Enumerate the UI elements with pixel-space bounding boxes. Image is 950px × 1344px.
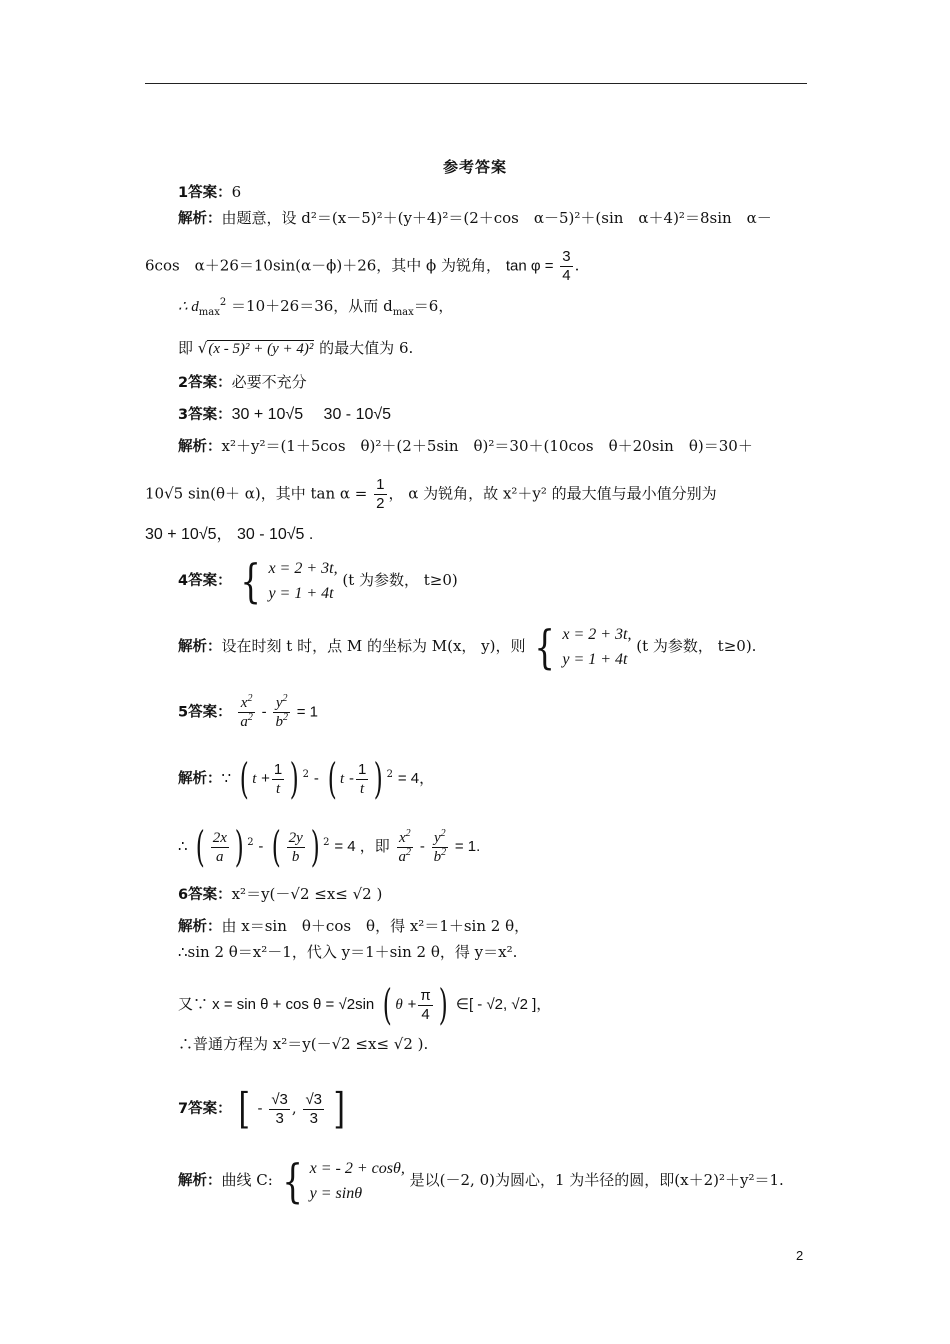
answer-3-fraction-den: 2 [376,495,385,512]
answer-1-explanation-line-3: ∴ $d_{max}^2 =10+26=36$，从而 $d_{max}=6$， [178,297,454,318]
answer-6-exp-text-3b: ∈[ - √2, √2 ]， [455,996,552,1013]
answer-1-explanation-line-1 [178,208,772,229]
answer-4-exp-eq-2: y = 1 + 4t [562,651,628,668]
answer-6-explanation-line-2 [178,942,517,962]
answer-4-exp-brace: { [534,620,556,674]
answer-1-exp-text-3: ＝10＋26＝36，从而 d [231,297,393,315]
answer-6-explanation-line-4 [178,1034,428,1054]
answer-3-explanation-line-1 [178,436,753,457]
answer-3-exp-text-2a: 10√5 sin(θ＋ α)，其中 tan α = [145,484,368,503]
answer-1-fraction-num: 3 [562,248,571,265]
answer-4-note: (t 为参数， t≥0) [342,571,458,589]
answer-4-exp-system [562,622,631,672]
answer-6-value: x²＝y(－√2 ≤x≤ √2 ) [231,885,383,903]
answer-1-fraction-den: 4 [562,267,571,284]
answer-1-explanation-line-2: 6cos α＋26＝10sin(α－ϕ)＋26，其中 ϕ 为锐角， tan φ = $\frac{3}{4}$ . [145,248,580,284]
answer-3 [178,404,391,425]
answer-6-exp-text-2: ∴sin 2 θ＝x²－1，代入 y＝1＋sin 2 θ，得 y＝x². [178,943,518,961]
answer-1-exp-text-2: 6cos α＋26＝10sin(α－ϕ)＋26，其中 ϕ 为锐角， [145,256,502,275]
answer-1-dmax: ∴ d [178,299,199,315]
answer-1-exp-text-4a: 即 [178,339,194,357]
answer-1-exp-text-1: 由题意，设 d²＝(x－5)²＋(y＋4)²＝(2＋cos α－5)²＋(sin α＋4)²＝8sin α－ [221,209,772,227]
answer-5-exp-eq-2: = 4 ，即 [334,838,390,855]
answer-1-tan-phi: tan φ = [505,257,554,275]
answer-7: 7答案： [ - $\frac{√3}{3}$ , $\frac{√3}{3}$ ] [178,1084,345,1133]
answer-4-exp-text: 设在时刻 t 时，点 M 的坐标为 M(x， y)，则 [221,637,526,655]
answer-1-sqrt: √(x - 5)² + (y + 4)² [197,339,314,357]
answer-3-exp-text-3: 30 + 10√5， 30 - 10√5 . [145,526,314,543]
answer-1-dmax-sub: max [198,307,220,318]
answer-5-frac-y: $\frac{y^2}{b^2}$ [275,693,288,730]
answer-6-label: 6答案： [178,887,232,903]
answer-5-frac-x: $\frac{x^2}{a^2}$ [240,693,253,730]
page-title: 参考答案 [442,158,507,176]
answer-3-fraction [374,476,386,513]
answer-3-label: 3答案： [178,407,232,423]
answer-1-exp-text-3c: ＝6， [413,297,454,315]
answer-7-system [310,1156,405,1206]
answer-1-exp-text-4b: 的最大值为 6. [319,339,414,357]
answer-7-exp-label: 解析： [178,1173,222,1189]
answer-4-explanation [178,622,756,672]
answer-4-eq-1: x = 2 + 3t, [268,560,338,577]
answer-4 [178,556,458,606]
answer-7-brace: { [281,1154,303,1208]
answer-5-exp-eq-1: = 4， [397,770,435,787]
answer-3-value: 30 + 10√5 30 - 10√5 [231,406,392,423]
answer-5-label: 5答案： [178,704,232,721]
answer-2 [178,372,307,393]
answer-7-exp-text-a: 曲线 C: [221,1171,273,1189]
answer-6-explanation-line-1 [178,916,529,937]
answer-7-eq-2: y = sinθ [309,1185,363,1202]
answer-6-exp-label: 解析： [178,919,222,935]
answer-5-exp-tail: = 1. [454,838,481,855]
answer-4-exp-eq-1: x = 2 + 3t, [562,626,632,643]
answer-1-label: 1答案： [178,185,232,201]
answer-1-dmax-sub-2: max [392,307,414,318]
answer-1-explanation-line-4 [178,338,413,359]
page-number: 2 [796,1248,804,1263]
answer-3-explanation-line-3 [145,524,313,545]
answer-6-exp-text-3a: 又∵ x = sin θ + cos θ = √2sin [178,996,375,1013]
answer-7-exp-text-b: 是以(－2, 0)为圆心，1 为半径的圆，即(x＋2)²＋y²＝1. [409,1171,784,1189]
answer-1 [178,182,241,203]
answer-4-exp-note: (t 为参数， t≥0). [636,637,757,655]
answer-4-system [268,556,337,606]
answer-4-exp-label: 解析： [178,639,222,655]
answer-1-value: 6 [231,183,242,201]
answer-6-exp-text-4: ∴普通方程为 x²＝y(－√2 ≤x≤ √2 ). [178,1035,429,1053]
answer-2-value: 必要不充分 [231,373,307,391]
answer-3-exp-text-1: x²＋y²＝(1＋5cos θ)²＋(2＋5sin θ)²＝30＋(10cos θ＋20sin θ)＝30＋ [221,437,753,455]
answer-4-label: 4答案： [178,573,232,589]
answer-1-radicand: (x - 5)² + (y + 4)² [208,341,314,357]
answer-5-explanation-line-1: 解析：∵ ( t + $\frac{1}{t}$ ) $^2$ - ( t - $\frac{1}{t}$ ) $^2$ = 4， [178,754,435,803]
answer-5-exp-label: 解析： [178,771,222,787]
answer-6-exp-text-1: 由 x＝sin θ＋cos θ，得 x²＝1＋sin 2 θ， [221,917,530,935]
answer-5-explanation-line-2: ∴ ( $\frac{2x}{a}$ ) $^2$ - ( $\frac{2y}{b}$ ) $^2$ = 4 ，即 $\frac{x^2}{a^2}$ - $\frac{y^2}{b^2}$ = 1. [178,822,481,871]
answer-1-fraction [560,248,572,285]
answer-3-exp-text-2b: ， α 为锐角，故 x²＋y² 的最大值与最小值分别为 [388,484,717,503]
answer-7-explanation [178,1156,784,1206]
header-rule [145,83,807,84]
answer-6 [178,884,382,905]
answer-6-explanation-line-3: 又∵ x = sin θ + cos θ = √2sin ( θ + $\frac{\pi}{4}$ ) ∈[ - √2, √2 ]， [178,980,552,1029]
answer-7-label: 7答案： [178,1101,232,1117]
answer-1-exp-label: 解析： [178,211,222,227]
answer-7-eq-1: x = - 2 + cosθ, [309,1160,405,1177]
answer-5: 5答案： $\frac{x^2}{a^2}$ - $\frac{y^2}{b^2}$ = 1 [178,693,318,730]
answer-4-brace: { [240,554,262,608]
answer-3-explanation-line-2 [145,476,717,513]
answer-3-exp-label: 解析： [178,439,222,455]
answer-2-label: 2答案： [178,375,232,391]
answer-3-fraction-num: 1 [376,476,385,493]
answer-4-eq-2: y = 1 + 4t [268,585,334,602]
